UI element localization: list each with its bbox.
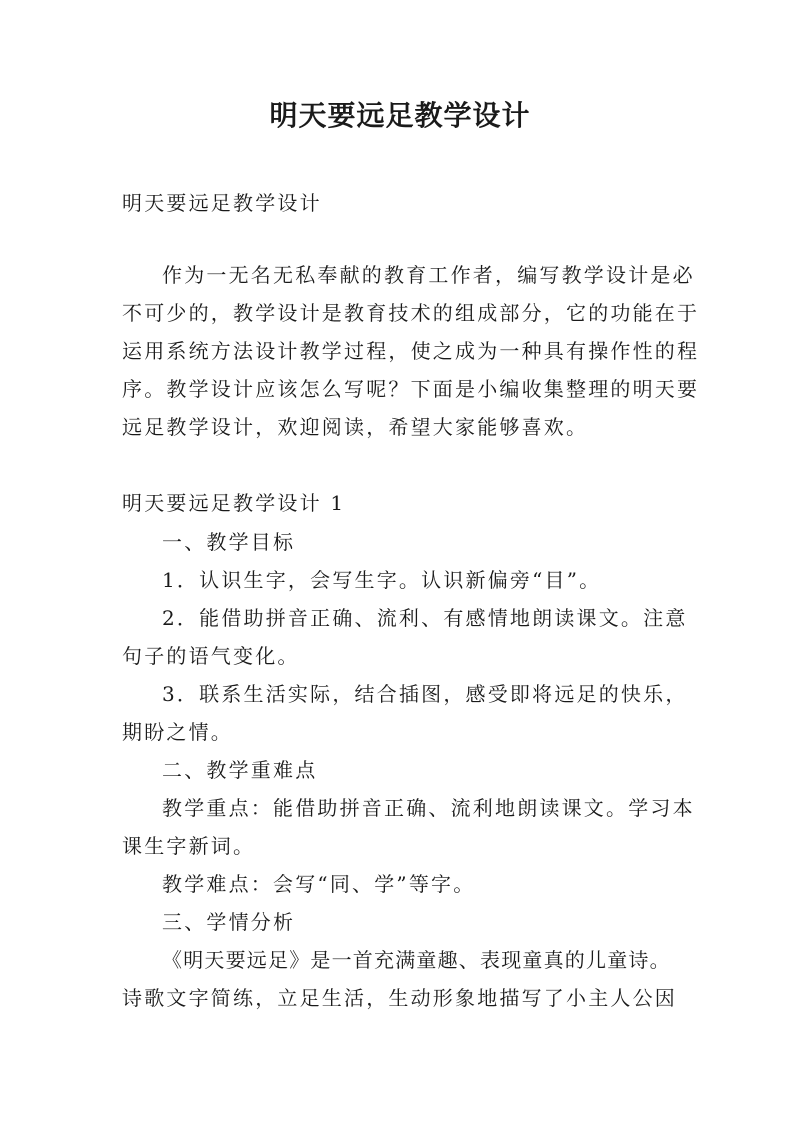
intro-line: 序。教学设计应该怎么写呢？下面是小编收集整理的明天要: [122, 377, 700, 401]
body-line: 诗歌文字简练，立足生活，生动形象地描写了小主人公因: [122, 986, 677, 1010]
body-line: 期盼之情。: [122, 720, 233, 744]
intro-line: 不可少的，教学设计是教育技术的组成部分，它的功能在于: [122, 301, 700, 325]
body-line: 句子的语气变化。: [122, 644, 300, 668]
intro-line: 远足教学设计，欢迎阅读，希望大家能够喜欢。: [122, 415, 589, 439]
body-line: 教学难点：会写“同、学”等字。: [162, 872, 476, 896]
section-heading: 一、教学目标: [162, 530, 296, 554]
body-line: 2．能借助拼音正确、流利、有感情地朗读课文。注意: [162, 606, 688, 630]
document-subtitle: 明天要远足教学设计: [122, 191, 322, 215]
section-heading: 二、教学重难点: [162, 758, 318, 782]
body-line: 教学重点：能借助拼音正确、流利地朗读课文。学习本: [162, 796, 695, 820]
section-title: 明天要远足教学设计 1: [122, 491, 346, 515]
body-line: 3．联系生活实际，结合插图，感受即将远足的快乐，: [162, 682, 688, 706]
intro-line: 运用系统方法设计教学过程，使之成为一种具有操作性的程: [122, 339, 700, 363]
document-title: 明天要远足教学设计: [269, 99, 531, 132]
intro-line: 作为一无名无私奉献的教育工作者，编写教学设计是必: [162, 263, 695, 287]
body-line: 课生字新词。: [122, 834, 256, 858]
body-line: 1．认识生字，会写生字。认识新偏旁“目”。: [162, 568, 602, 592]
body-line: 《明天要远足》是一首充满童趣、表现童真的儿童诗。: [162, 948, 671, 972]
section-heading: 三、学情分析: [162, 910, 296, 934]
